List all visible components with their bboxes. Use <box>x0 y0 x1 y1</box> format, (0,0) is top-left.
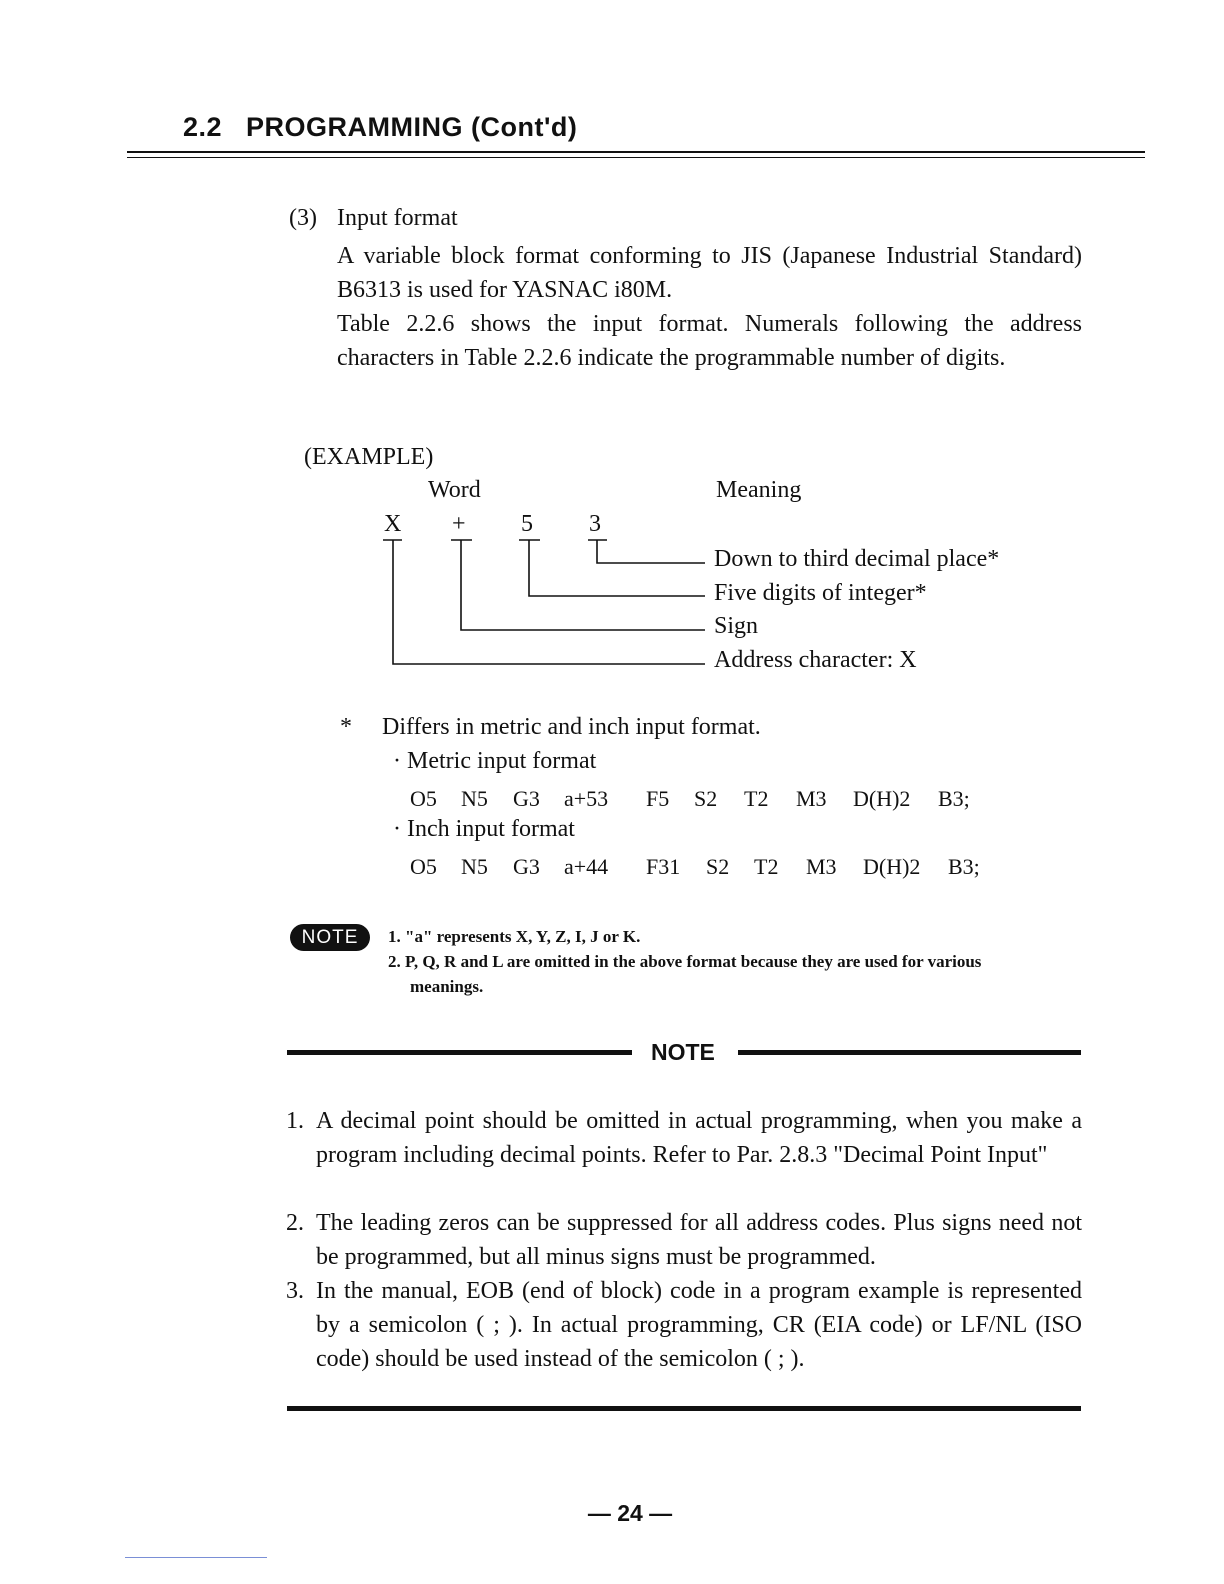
footer-rule <box>125 1557 267 1558</box>
format-code: B3; <box>938 786 970 811</box>
note-rule-left <box>287 1050 632 1055</box>
note-item-number: 2. <box>286 1210 304 1236</box>
format-code: O5 <box>410 854 437 879</box>
small-note-2 <box>388 949 1082 999</box>
format-code: T2 <box>754 854 779 879</box>
format-code: M3 <box>796 786 827 811</box>
meaning-sign: Sign <box>714 613 759 639</box>
format-code: O5 <box>410 786 437 811</box>
format-code: a+44 <box>564 854 609 879</box>
meaning-integer-digits: Five digits of integer* <box>714 580 927 606</box>
word-char-sign: + <box>452 511 466 537</box>
format-code: M3 <box>806 854 837 879</box>
inch-format-label: · Inch input format <box>393 816 575 842</box>
note-heading: NOTE <box>651 1039 715 1065</box>
format-code: N5 <box>461 854 488 879</box>
format-code: S2 <box>694 786 718 811</box>
note-item <box>286 1274 1082 1376</box>
note-rule-right <box>738 1050 1081 1055</box>
page-number: — 24 — <box>587 1500 673 1526</box>
note-item <box>286 1206 1082 1274</box>
example-label: (EXAMPLE) <box>304 444 434 470</box>
small-note-1: 1. "a" represents X, Y, Z, I, J or K. <box>388 927 641 946</box>
format-code: B3; <box>948 854 980 879</box>
format-code: F5 <box>646 786 670 811</box>
format-code: N5 <box>461 786 488 811</box>
format-code: a+53 <box>564 786 609 811</box>
format-code: F31 <box>646 854 681 879</box>
word-char-integer-digits: 5 <box>521 511 533 537</box>
input-format-paragraph-1: A variable block format conforming to JIS (Japanese Industrial Standard) B6313 is used for YASNAC i80M. <box>337 243 1082 303</box>
section-title: 2.2 PROGRAMMING (Cont'd) <box>183 112 578 142</box>
format-code: G3 <box>513 786 540 811</box>
word-char-address: X <box>384 511 402 537</box>
word-header: Word <box>428 477 481 503</box>
meaning-header: Meaning <box>716 477 802 503</box>
format-code: D(H)2 <box>853 786 911 811</box>
format-code: T2 <box>744 786 769 811</box>
note-item-text: In the manual, EOB (end of block) code in a program example is represented by a semicolon ( ; ). In actual programming, CR (EIA code) or LF/NL (ISO code) should be used instead of the semicolon ( ; ). <box>316 1278 1082 1372</box>
format-code: G3 <box>513 854 540 879</box>
item-title: Input format <box>337 205 458 231</box>
item-number: (3) <box>289 205 317 231</box>
input-format-paragraph-2: Table 2.2.6 shows the input format. Numerals following the address characters in Table 2.2.6 indicate the programmable number of digits. <box>337 311 1082 371</box>
note-item-text: The leading zeros can be suppressed for all address codes. Plus signs need not be programmed, but all minus signs must be programmed. <box>316 1210 1082 1270</box>
example-connector-diagram <box>0 0 1224 700</box>
note-item-number: 3. <box>286 1278 304 1304</box>
metric-format-label: · Metric input format <box>393 748 597 774</box>
note-item-text: A decimal point should be omitted in actual programming, when you make a program including decimal points. Refer to Par. 2.8.3 "Decimal Point Input" <box>316 1108 1082 1168</box>
connector-sign <box>461 540 705 630</box>
meaning-address-character: Address character: X <box>714 647 917 673</box>
asterisk-note: Differs in metric and inch input format. <box>382 714 761 740</box>
word-char-decimal-digits: 3 <box>589 511 601 537</box>
meaning-decimal-place: Down to third decimal place* <box>714 546 1000 572</box>
connector-address <box>393 540 705 664</box>
connector-decimal <box>597 540 705 563</box>
small-note-2-line-1: 2. P, Q, R and L are omitted in the above format because they are used for various <box>388 952 982 971</box>
small-note-2-line-2: meanings. <box>410 977 484 996</box>
note-item-number: 1. <box>286 1108 304 1134</box>
note-item <box>286 1104 1082 1172</box>
inch-format-codes <box>410 854 980 880</box>
connector-integer <box>529 540 705 596</box>
note-badge: NOTE <box>290 924 370 951</box>
format-code: D(H)2 <box>863 854 921 879</box>
metric-format-codes <box>410 786 970 812</box>
asterisk-mark: * <box>340 714 352 740</box>
format-code: S2 <box>706 854 730 879</box>
note-bottom-rule <box>287 1406 1081 1411</box>
